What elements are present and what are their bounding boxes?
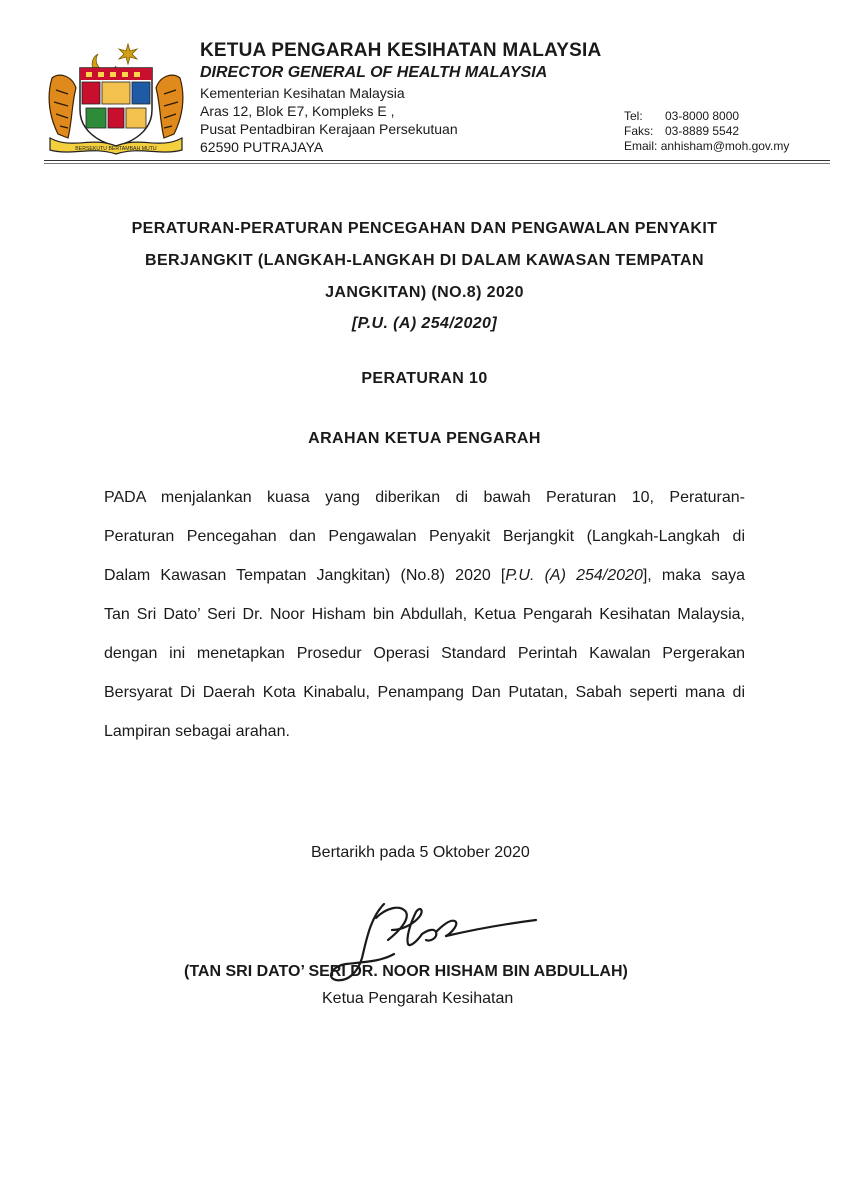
fax-label: Faks: [624,124,654,138]
signatory-role: Ketua Pengarah Kesihatan [322,990,514,1007]
org-name: KETUA PENGARAH KESIHATAN MALAYSIA [200,40,602,61]
title-line: PERATURAN-PERATURAN PENCEGAHAN DAN PENGAWALAN PENYAKIT [131,220,718,237]
svg-text:BERSEKUTU BERTAMBAH MUTU: BERSEKUTU BERTAMBAH MUTU [75,146,157,152]
body-line: Bersyarat Di Daerah Kota Kinabalu, Penampang Dan Putatan, Sabah seperti mana di [104,684,745,701]
body-line: PADA menjalankan kuasa yang diberikan di bawah Peraturan 10, Peraturan- [104,489,745,506]
title-line: BERJANGKIT (LANGKAH-LANGKAH DI DALAM KAWASAN TEMPATAN [145,252,704,269]
directive-heading: ARAHAN KETUA PENGARAH [308,430,541,447]
contact-fax [624,124,739,138]
coat-of-arms-icon [42,38,190,156]
signatory-name: (TAN SRI DATO’ SERI DR. NOOR HISHAM BIN ABDULLAH) [184,963,628,980]
email-label: Email: [624,139,658,153]
address-line: Pusat Pentadbiran Kerajaan Persekutuan [200,121,458,137]
header-divider [44,160,830,161]
tel-label: Tel: [624,109,643,123]
header-divider [44,163,830,164]
contact-tel [624,109,739,123]
reference-number: [P.U. (A) 254/2020] [351,315,498,332]
org-name-english: DIRECTOR GENERAL OF HEALTH MALAYSIA [200,64,548,81]
body-line: Tan Sri Dato’ Seri Dr. Noor Hisham bin Abdullah, Ketua Pengarah Kesihatan Malaysia, [104,606,745,623]
body-line: dengan ini menetapkan Prosedur Operasi Standard Perintah Kawalan Pergerakan [104,645,745,662]
body-text: Dalam Kawasan Tempatan Jangkitan) (No.8) 2020 [ [104,567,506,584]
body-line: Peraturan Pencegahan dan Pengawalan Penyakit Berjangkit (Langkah-Langkah di [104,528,745,545]
address-line: Kementerian Kesihatan Malaysia [200,85,405,101]
address-line: Aras 12, Blok E7, Kompleks E , [200,103,395,119]
date-line: Bertarikh pada 5 Oktober 2020 [311,844,530,861]
body-reference: P.U. (A) 254/2020 [505,567,643,584]
fax-value: 03-8889 5542 [665,124,740,138]
body-line [104,567,745,585]
regulation-heading: PERATURAN 10 [361,370,488,387]
contact-email [624,139,789,153]
title-line: JANGKITAN) (NO.8) 2020 [325,284,524,301]
tel-value: 03-8000 8000 [665,109,740,123]
email-value: anhisham@moh.gov.my [660,139,790,153]
body-line: Lampiran sebagai arahan. [104,723,290,740]
body-text: ], maka saya [642,567,745,584]
address-line: 62590 PUTRAJAYA [200,139,324,155]
